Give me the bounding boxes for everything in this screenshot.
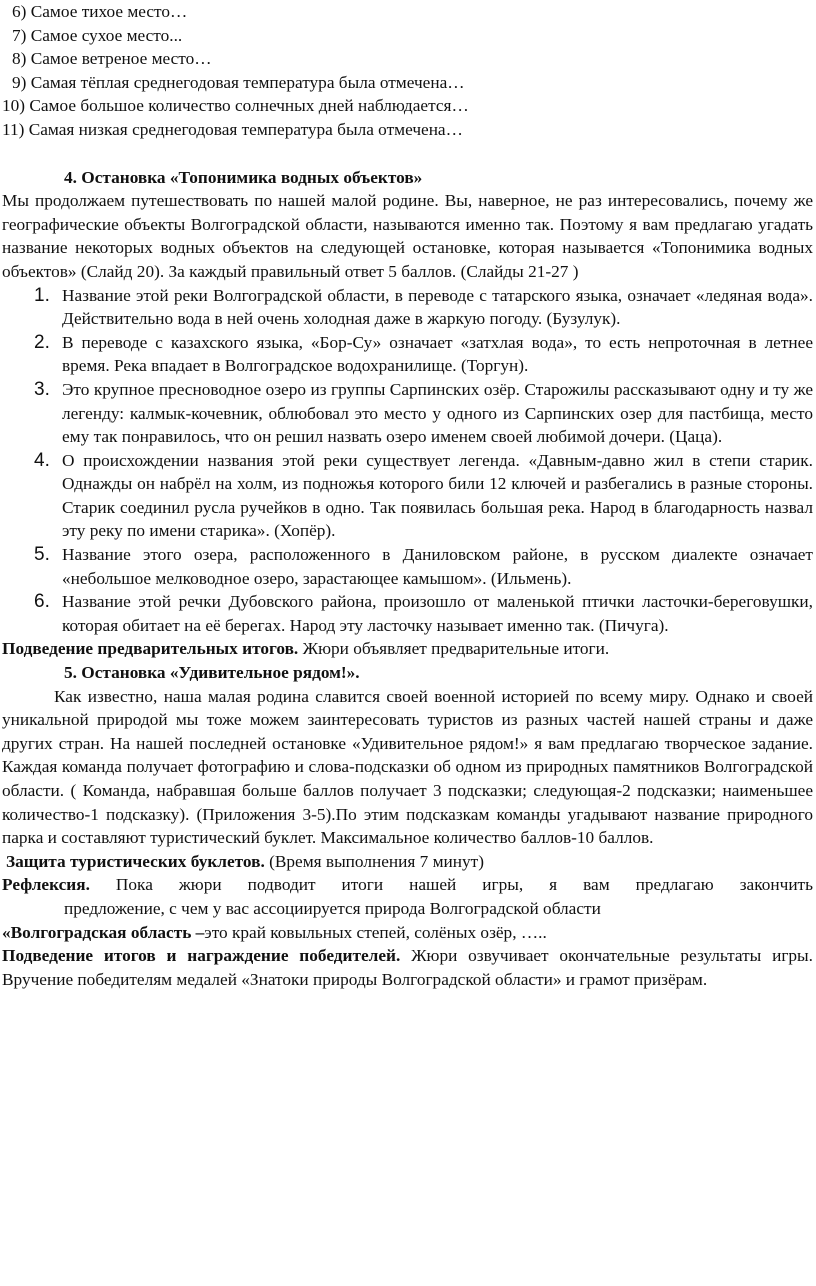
- riddle-text: Название этой реки Волгоградской области, в переводе с татарского языка, означает «ледяная вода». Действительно вода в ней очень холодная даже в жаркую погоду. (Бузулук).: [62, 285, 813, 329]
- booklet-defense-heading: Защита туристических буклетов.: [6, 851, 265, 871]
- riddle-item: [2, 284, 813, 331]
- list-item: 8) Самое ветреное место…: [12, 49, 212, 69]
- riddle-text: Название этого озера, расположенного в Даниловском районе, в русском диалекте означает «небольшое мелководное озеро, зарастающее камышом». (Ильмень).: [62, 545, 813, 588]
- spacer: [2, 142, 813, 166]
- riddle-number: 3.: [34, 378, 50, 400]
- riddle-number: 2.: [34, 331, 50, 353]
- riddle-item: [2, 449, 813, 543]
- booklet-defense: [2, 850, 813, 874]
- riddle-number: 1.: [34, 284, 50, 306]
- reflection-text: Пока жюри подводит итоги нашей игры, я вам предлагаю закончить: [89, 875, 813, 895]
- list-item: 6) Самое тихое место…: [12, 2, 188, 21]
- riddle-text: Название этой речки Дубовского района, произошло от маленькой птички ласточки-береговушки, которая обитает на её берегах. Народ эту ласточку называет именно так. (Пичуга).: [62, 592, 813, 635]
- booklet-defense-text: (Время выполнения 7 минут): [264, 851, 484, 871]
- prelim-results: [2, 637, 813, 661]
- riddle-text: Это крупное пресноводное озеро из группы Сарпинских озёр. Старожилы рассказывают одну и ту же легенду: калмык-кочевник, облюбовал это место у одного из Сарпинских озер для пастбища, место ему так понравилось, что он решил назвать озеро именем своей любимой дочери. (Цаца).: [62, 379, 813, 447]
- section-5-title: 5. Остановка «Удивительное рядом!».: [64, 663, 360, 683]
- riddle-number: 4.: [34, 449, 50, 471]
- final-results: [2, 944, 813, 991]
- reflection-heading: Рефлексия.: [2, 875, 90, 895]
- reflection: [2, 873, 813, 897]
- prelim-results-heading: Подведение предварительных итогов.: [2, 639, 299, 659]
- list-item: 7) Самое сухое место...: [12, 25, 183, 45]
- riddle-item: [2, 331, 813, 378]
- volgograd-heading: «Волгоградская область –: [2, 922, 205, 942]
- volgograd-statement: [2, 921, 813, 945]
- section-5-text: Как известно, наша малая родина славится своей военной историей по всему миру. Однако и своей уникальной природой мы тоже можем заинтересовать туристов из разных частей нашей страны и даже других стран. На нашей последней остановке «Удивительное рядом!» я вам предлагаю творческое задание. Каждая команда получает фотографию и слова-подсказки об одном из природных памятников Волгоградской области. ( Команда, набравшая больше баллов получает 3 подсказки; следующая-2 подсказки; наименьшее количество-1 подсказку). (Приложения 3-5).По этим подсказкам команды угадывают название природного парка и составляют туристический буклет. Максимальное количество баллов-10 баллов.: [2, 686, 813, 848]
- final-results-heading: Подведение итогов и награждение победителей.: [2, 946, 401, 966]
- prelim-results-text: Жюри объявляет предварительные итоги.: [298, 639, 610, 659]
- list-item: 9) Самая тёплая среднегодовая температура была отмечена…: [12, 72, 465, 92]
- riddle-text: В переводе с казахского языка, «Бор-Су» означает «затхлая вода», то есть непроточная в летнее время. Река впадает в Волгоградское водохранилище. (Торгун).: [62, 332, 813, 376]
- final-results-text: Жюри озвучивает окончательные результаты игры. Вручение победителям медалей «Знатоки природы Волгоградской области» и грамот призёрам.: [2, 946, 813, 989]
- riddle-item: [2, 378, 813, 449]
- reflection-continuation: предложение, с чем у вас ассоциируется природа Волгоградской области: [64, 898, 601, 918]
- riddle-item: [2, 590, 813, 637]
- list-item: 11) Самая низкая среднегодовая температура была отмечена…: [2, 119, 463, 139]
- list-item: 10) Самое большое количество солнечных дней наблюдается…: [2, 96, 469, 116]
- section-4-intro: Мы продолжаем путешествовать по нашей малой родине. Вы, наверное, не раз интересовались, почему же географические объекты Волгоградской области, называются именно так. Поэтому я вам предлагаю угадать название некоторых водных объектов на следующей остановке, которая называется «Топонимика водных объектов» (Слайд 20). За каждый правильный ответ 5 баллов. (Слайды 21-27 ): [2, 191, 813, 281]
- riddle-number: 5.: [34, 544, 50, 566]
- riddle-list: [2, 284, 813, 638]
- riddle-text: О происхождении названия этой реки существует легенда. «Давным-давно жил в степи старик. Однажды он набрёл на холм, из подножья которого били 12 ключей и разбегались в разные стороны. Старик соединил русла ручейков в одно. Так появилась большая река. Народ в благодарность назвал эту реку по имени старика». (Хопёр).: [62, 450, 813, 541]
- section-4-title: 4. Остановка «Топонимика водных объектов»: [64, 167, 423, 187]
- riddle-item: [2, 543, 813, 590]
- riddle-number: 6.: [34, 591, 50, 613]
- volgograd-text: это край ковыльных степей, солёных озёр, …..: [204, 922, 547, 942]
